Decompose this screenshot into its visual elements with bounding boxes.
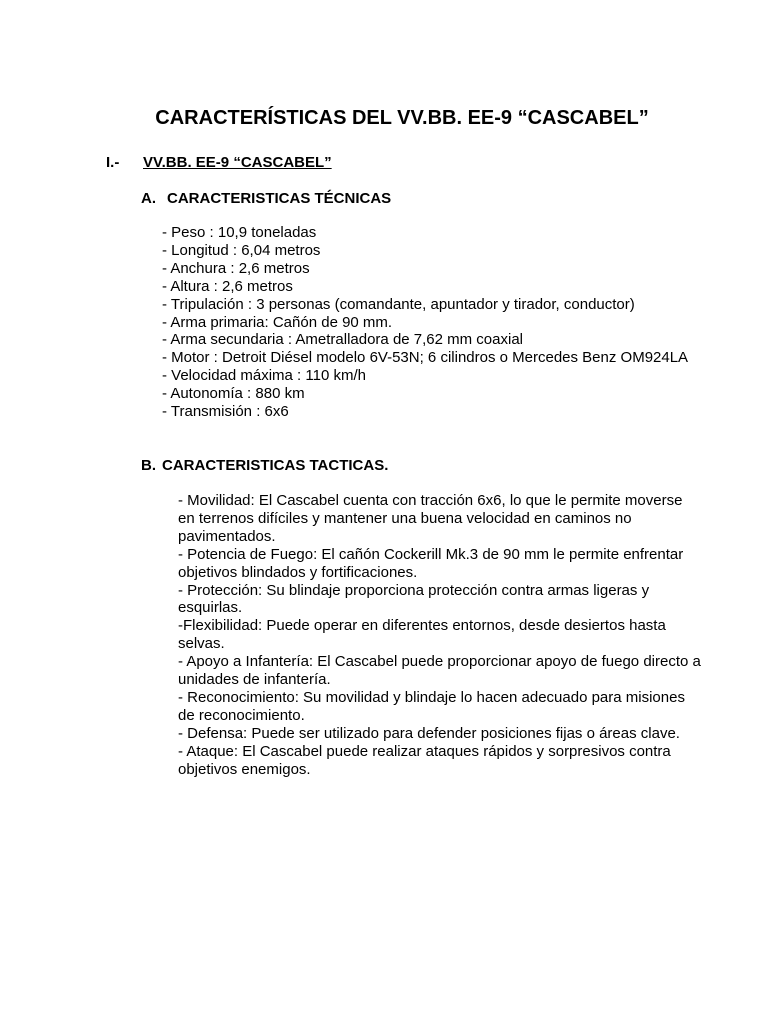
list-item: - Altura : 2,6 metros: [162, 277, 293, 295]
list-item: - Arma primaria: Cañón de 90 mm.: [162, 313, 393, 331]
list-item: -Flexibilidad: Puede operar en diferentes entornos, desde desiertos hasta selvas.: [178, 617, 666, 653]
list-item: - Apoyo a Infantería: El Cascabel puede proporcionar apoyo de fuego directo a unidades de infantería.: [178, 653, 701, 689]
section-number: I.-: [106, 154, 120, 171]
list-item: - Velocidad máxima : 110 km/h: [162, 367, 366, 385]
list-item: - Autonomía : 880 km: [162, 385, 305, 403]
list-item: - Defensa: Puede ser utilizado para defender posiciones fijas o áreas clave.: [178, 724, 680, 742]
tactical-heading: [141, 457, 388, 475]
technical-letter: A.: [141, 190, 156, 207]
list-item: - Transmisión : 6x6: [162, 403, 289, 421]
section-heading: [106, 154, 332, 172]
document-title: CARACTERÍSTICAS DEL VV.BB. EE-9 “CASCABEL”: [155, 107, 649, 129]
list-item: - Potencia de Fuego: El cañón Cockerill Mk.3 de 90 mm le permite enfrentar objetivos blindados y fortificaciones.: [178, 545, 684, 581]
section-title: VV.BB. EE-9 “CASCABEL”: [143, 154, 332, 171]
technical-list: [162, 224, 688, 421]
list-item: - Longitud : 6,04 metros: [162, 241, 321, 259]
tactical-heading-text: CARACTERISTICAS TACTICAS.: [162, 457, 389, 474]
list-item: - Ataque: El Cascabel puede realizar ataques rápidos y sorpresivos contra objetivos enemigos.: [178, 742, 671, 778]
list-item: - Anchura : 2,6 metros: [162, 259, 310, 277]
list-item: - Tripulación : 3 personas (comandante, apuntador y tirador, conductor): [162, 295, 635, 313]
list-item: - Motor : Detroit Diésel modelo 6V-53N; 6 cilindros o Mercedes Benz OM924LA: [162, 349, 689, 367]
list-item: - Peso : 10,9 toneladas: [162, 224, 317, 241]
tactical-list: [178, 492, 703, 779]
technical-heading-text: CARACTERISTICAS TÉCNICAS: [167, 190, 392, 207]
list-item: - Movilidad: El Cascabel cuenta con tracción 6x6, lo que le permite moverse en terrenos difíciles y mantener una buena velocidad en caminos no pavimentados.: [178, 492, 683, 545]
tactical-letter: B.: [141, 457, 156, 474]
list-item: - Arma secundaria : Ametralladora de 7,62 mm coaxial: [162, 331, 524, 349]
technical-heading: [141, 190, 391, 208]
list-item: - Protección: Su blindaje proporciona protección contra armas ligeras y esquirlas.: [178, 581, 650, 617]
list-item: - Reconocimiento: Su movilidad y blindaje lo hacen adecuado para misiones de reconocimiento.: [178, 688, 685, 724]
